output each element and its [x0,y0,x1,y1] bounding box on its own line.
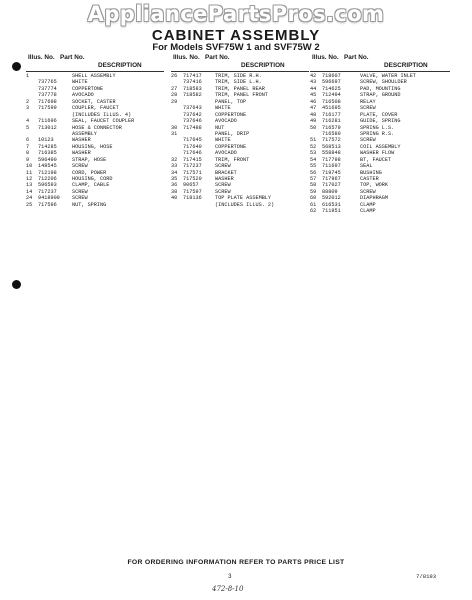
parts-column-1 [26,54,164,208]
part-description: TRIM, PANEL FRONT [215,92,268,99]
header-description: DESCRIPTION [98,62,142,69]
part-illus-no: 43 [310,79,317,86]
part-number: 717237 [38,188,57,195]
part-description: WHITE [215,105,231,112]
part-description: COIL ASSEMBLY [360,143,401,150]
part-illus-no: 40 [171,195,178,202]
part-description: CASTER [360,176,379,182]
part-illus-no: 55 [310,163,317,170]
part-number: 717645 [183,137,202,144]
part-illus-no: 6 [26,137,30,144]
part-number: 714625 [322,85,341,92]
part-number: 717027 [322,182,341,189]
part-illus-no: 62 [310,208,317,215]
part-illus-no: 45 [310,92,317,99]
part-number: 737643 [183,105,202,112]
column-header [26,54,164,72]
part-number: 711697 [322,163,341,170]
part-description: TRIM, FRONT [215,156,250,163]
part-description: (INCLUDES ILLUS. 2) [215,201,275,208]
part-illus-no: 1 [26,73,30,79]
parts-column-3 [310,54,450,215]
part-illus-no: 31 [171,130,178,137]
part-description: BRACKET [215,169,237,176]
part-description: CLAMP [360,201,376,208]
part-description: SCREW [360,137,376,144]
part-number: 717571 [183,169,202,176]
part-row [171,202,309,208]
part-description: SCREW [360,188,376,195]
part-description: WHITE [72,79,88,86]
part-number: 716281 [322,118,341,125]
part-description: SCREW [72,188,88,195]
part-number: 716385 [38,150,57,157]
part-description: PAD, MOUNTING [360,85,401,92]
part-illus-no: 27 [171,85,178,92]
part-illus-no: 11 [26,169,33,176]
part-illus-no: 9 [26,156,30,163]
column-header [310,54,450,72]
part-description: WASHER [72,150,91,157]
part-description: WASHER [215,176,234,182]
part-illus-no: 35 [171,176,178,182]
part-number: 88809 [322,188,338,195]
part-illus-no: 50 [310,124,317,131]
part-number: 616531 [322,201,341,208]
part-number: 737642 [183,111,202,118]
header-illus: Illus. No. [173,54,200,61]
part-row [26,202,164,208]
part-number: 717597 [183,188,202,195]
part-description: BUSHING [360,169,382,176]
part-description: VALVE, WATER INLET [360,73,417,79]
part-illus-no: 51 [310,137,317,144]
part-number: 717596 [38,201,57,208]
part-description: CLAMP, CABLE [72,182,110,189]
part-illus-no: 33 [171,163,178,170]
part-number: 737774 [38,85,57,92]
part-number: 9418900 [38,195,60,202]
part-description: NUT, SPRING [72,201,107,208]
part-illus-no: 54 [310,156,317,163]
part-description: AVOCADO [72,92,94,99]
part-description: SCREW [215,188,231,195]
part-number: 717237 [183,163,202,170]
part-illus-no: 58 [310,182,317,189]
part-description: SPRING L.S. [360,124,395,131]
header-illus: Illus. No. [312,54,339,61]
part-illus-no: 30 [171,124,178,131]
part-description: PANEL, TOP [215,98,247,105]
part-description: CLAMP [360,208,376,215]
part-description: HOUSING, HOSE [72,143,113,150]
part-illus-no: 52 [310,143,317,150]
part-description: WHITE [215,137,231,144]
part-description: COPPERTONE [72,85,104,92]
part-illus-no: 32 [171,156,178,163]
part-illus-no: 47 [310,105,317,112]
part-illus-no: 28 [171,92,178,99]
part-description: SEAL [360,163,373,170]
part-illus-no: 53 [310,150,317,157]
part-description: TRIM, PANEL REAR [215,85,265,92]
part-number: 717698 [38,98,57,105]
part-description: STRAP, HOSE [72,156,107,163]
page-subtitle: For Models SVF75W 1 and SVF75W 2 [152,42,320,53]
part-number: 717572 [322,137,341,144]
part-illus-no: 44 [310,85,317,92]
part-description: TRIM, SIDE R.H. [215,73,262,79]
part-illus-no: 2 [26,98,30,105]
parts-column-2 [171,54,309,208]
part-number: 716508 [322,98,341,105]
part-number: 711696 [38,118,57,125]
part-illus-no: 42 [310,73,317,79]
part-number: 717798 [322,156,341,163]
ordering-footer: FOR ORDERING INFORMATION REFER TO PARTS PRICE LIST [127,559,345,566]
part-illus-no: 46 [310,98,317,105]
part-description: TRIM, SIDE L.H. [215,79,262,86]
part-illus-no: 8 [26,150,30,157]
part-number: 712206 [38,176,57,182]
part-number: 737765 [38,79,57,86]
part-description: CORD, POWER [72,169,107,176]
part-number: 717520 [183,176,202,182]
part-description: SCREW [215,163,231,170]
part-illus-no: 57 [310,176,317,182]
part-description: AVOCADO [215,150,237,157]
watermark: AppliancePartsPros.com [87,2,385,26]
part-number: 596697 [322,79,341,86]
part-description: SHELL ASSEMBLY [72,73,116,79]
page-title: CABINET ASSEMBLY [151,27,321,44]
part-description: TOP, WORK [360,182,389,189]
part-description: ASSEMBLY [72,130,97,137]
part-number: 717415 [183,156,202,163]
part-description: WASHER [72,137,91,144]
part-number: 451695 [322,105,341,112]
part-description: HOUSING, CORD [72,176,113,182]
part-description: PLATE, COVER [360,111,398,118]
part-description: NUT [215,124,225,131]
header-part: Part No. [60,54,85,61]
part-illus-no: 49 [310,118,317,125]
part-description: SCREW [215,182,231,189]
part-description: RELAY [360,98,376,105]
part-number: 716177 [322,111,341,118]
part-number: 718583 [183,85,202,92]
part-description: SEAL, FAUCET COUPLER [72,118,135,125]
part-number: 718136 [183,195,202,202]
part-number: 714285 [38,143,57,150]
page-number: 3 [228,573,232,580]
part-description: SCREW [360,105,376,112]
part-illus-no: 5 [26,124,30,131]
part-illus-no: 59 [310,188,317,195]
part-description: WASHER FLOW [360,150,395,157]
part-description: BT, FAUCET [360,156,392,163]
part-number: 737646 [183,118,202,125]
part-number: 568513 [322,143,341,150]
part-illus-no: 12 [26,176,33,182]
part-number: 711951 [322,208,341,215]
part-number: 148545 [38,163,57,170]
part-row [310,208,450,214]
part-number: 10123 [38,137,54,144]
parts-list [171,73,309,208]
header-part: Part No. [344,54,369,61]
header-part: Part No. [205,54,230,61]
part-number: 717646 [183,150,202,157]
part-number: 717417 [183,73,202,79]
part-number: 717488 [183,124,202,131]
part-number: 717640 [183,143,202,150]
part-number: 737416 [183,79,202,86]
part-illus-no: 29 [171,98,178,105]
part-number: 90657 [183,182,199,189]
part-illus-no: 38 [171,188,178,195]
part-number: 718607 [322,73,341,79]
part-number: 719745 [322,169,341,176]
part-number: 713012 [38,124,57,131]
part-description: COUPLER, FAUCET [72,105,119,112]
part-description: COPPERTONE [215,111,247,118]
part-illus-no: 60 [310,195,317,202]
part-number: 558848 [322,150,341,157]
part-number: 712198 [38,169,57,176]
part-description: DIAPHRAGM [360,195,389,202]
part-illus-no: 48 [310,111,317,118]
part-illus-no: 61 [310,201,317,208]
part-illus-no: 34 [171,169,178,176]
part-illus-no: 25 [26,201,33,208]
part-number: 717599 [38,105,57,112]
part-number: 596490 [38,156,57,163]
part-description: SPRING R.S. [360,130,395,137]
part-description: STRAP, GROUND [360,92,401,99]
part-number: 716580 [322,130,341,137]
part-description: SOCKET, CASTER [72,98,116,105]
document-reference: 7/8193 [416,573,437,580]
header-description: DESCRIPTION [241,62,285,69]
part-description: TOP PLATE ASSEMBLY [215,195,272,202]
part-description: (INCLUDES ILLUS. 4) [72,111,132,118]
column-header [171,54,309,72]
part-number: 716579 [322,124,341,131]
part-illus-no: 13 [26,182,33,189]
part-description: SCREW [72,195,88,202]
part-number: 717967 [322,176,341,182]
parts-list [26,73,164,208]
part-description: AVOCADO [215,118,237,125]
part-illus-no: 14 [26,188,33,195]
part-description: PANEL, DRIP [215,130,250,137]
part-description: GUIDE, SPRING [360,118,401,125]
handwritten-note: 472-8-10 [212,585,244,593]
part-illus-no: 24 [26,195,33,202]
part-description: SCREW [72,163,88,170]
part-description: HOSE & CONNECTOR [72,124,122,131]
part-illus-no: 7 [26,143,30,150]
part-illus-no: 3 [26,105,30,112]
part-illus-no: 10 [26,163,33,170]
part-description: COPPERTONE [215,143,247,150]
part-illus-no: 56 [310,169,317,176]
part-illus-no: 36 [171,182,178,189]
part-number: 596593 [38,182,57,189]
part-number: 712494 [322,92,341,99]
binder-hole-mark [12,280,21,289]
part-illus-no: 26 [171,73,178,79]
part-illus-no: 4 [26,118,30,125]
part-number: 718582 [183,92,202,99]
binder-hole-mark [12,62,21,71]
header-description: DESCRIPTION [384,62,428,69]
part-description: SCREW, SHOULDER [360,79,407,86]
header-illus: Illus. No. [28,54,55,61]
part-number: 592012 [322,195,341,202]
parts-list [310,73,450,215]
part-number: 737778 [38,92,57,99]
